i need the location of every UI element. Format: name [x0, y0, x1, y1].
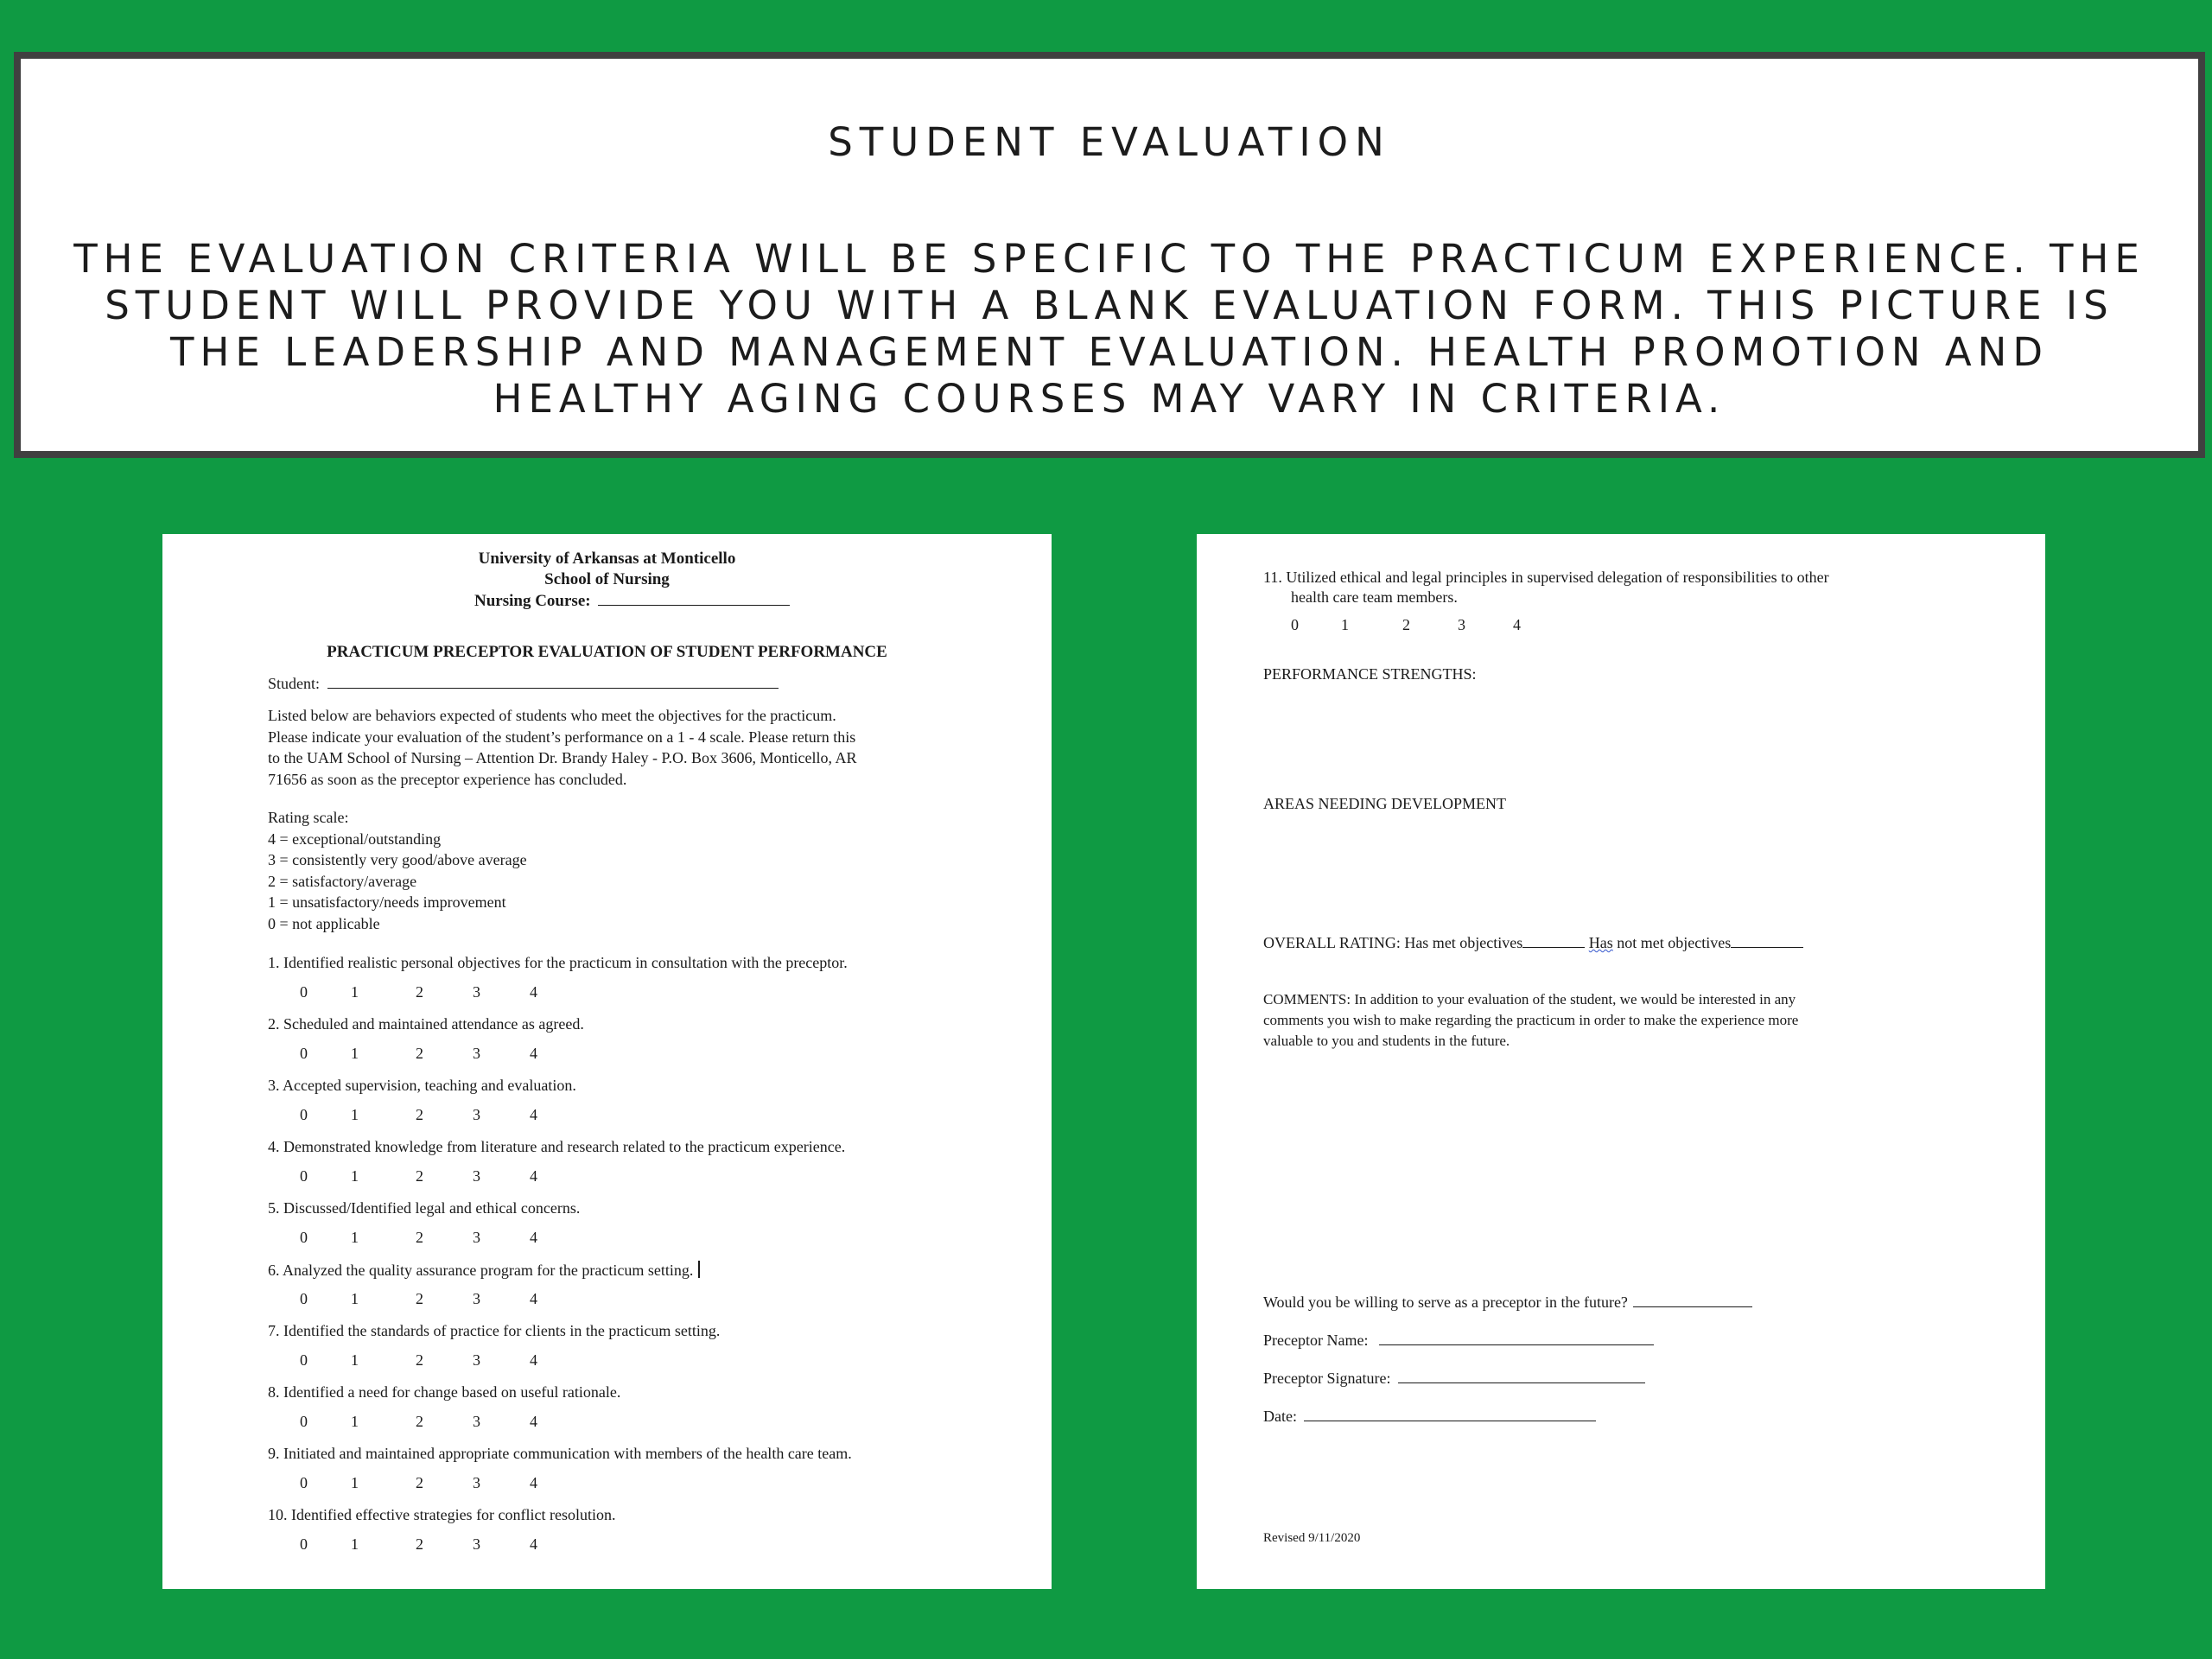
evaluation-form-page-2 [1197, 534, 2045, 1589]
student-blank [327, 674, 779, 689]
criterion-item [268, 1077, 576, 1095]
overall-rating [1263, 933, 1803, 952]
rating-score-option[interactable]: 1 [351, 1167, 359, 1185]
evaluation-form-page-1 [162, 534, 1052, 1589]
rating-score-option[interactable]: 0 [300, 1351, 308, 1369]
rating-score-option[interactable]: 2 [416, 1351, 423, 1369]
university-name: University of Arkansas at Monticello [478, 550, 736, 568]
rating-score-option[interactable]: 0 [300, 1229, 308, 1246]
date-label: Date: [1263, 1408, 1297, 1425]
preceptor-name-line [1263, 1331, 1654, 1350]
rating-score-option[interactable]: 1 [351, 1413, 359, 1430]
criterion-item [268, 954, 848, 972]
criterion-text: 3. Accepted supervision, teaching and evaluation. [268, 1077, 576, 1094]
rating-score-option[interactable]: 2 [416, 1535, 423, 1553]
rating-score-option[interactable]: 4 [530, 1045, 537, 1062]
rating-score-option[interactable]: 1 [351, 1474, 359, 1491]
preceptor-signature-label: Preceptor Signature: [1263, 1370, 1391, 1387]
title-box [14, 52, 2205, 458]
overall-rating-label: OVERALL RATING: Has met objectives [1263, 934, 1523, 951]
rating-score-option[interactable]: 4 [530, 1474, 537, 1491]
criterion-text: 4. Demonstrated knowledge from literature and research related to the practicum experience. [268, 1138, 846, 1155]
rating-score-option[interactable]: 3 [473, 1229, 480, 1246]
rating-score-option[interactable]: 3 [473, 1535, 480, 1553]
criterion-text: 1. Identified realistic personal objectives for the practicum in consultation with the preceptor. [268, 954, 848, 971]
school-name: School of Nursing [544, 570, 670, 588]
instructions-line: 71656 as soon as the preceptor experience has concluded. [268, 770, 627, 788]
preceptor-signature-line [1263, 1369, 1645, 1388]
student-line [268, 674, 779, 693]
date-line [1263, 1407, 1596, 1426]
future-preceptor-label: Would you be willing to serve as a preceptor in the future? [1263, 1294, 1628, 1311]
rating-score-option[interactable]: 4 [530, 1167, 537, 1185]
rating-score-option[interactable]: 2 [416, 1290, 423, 1307]
rating-scale [268, 807, 527, 934]
rating-score-option[interactable]: 4 [1513, 616, 1521, 633]
rating-score-option[interactable]: 1 [351, 1290, 359, 1307]
preceptor-name-label: Preceptor Name: [1263, 1332, 1369, 1349]
rating-score-option[interactable]: 0 [300, 1474, 308, 1491]
slide-title: STUDENT EVALUATION [828, 119, 1391, 165]
preceptor-signature-blank [1398, 1369, 1645, 1383]
rating-score-option[interactable]: 3 [473, 983, 480, 1001]
rating-score-option[interactable]: 4 [530, 983, 537, 1001]
criterion-11-line: health care team members. [1291, 588, 1458, 606]
rating-score-option[interactable]: 1 [351, 1535, 359, 1553]
rating-scale-item: 4 = exceptional/outstanding [268, 830, 442, 848]
criterion-text: 8. Identified a need for change based on useful rationale. [268, 1383, 621, 1401]
comments-line: comments you wish to make regarding the practicum in order to make the experience more [1263, 1012, 1799, 1028]
rating-score-option[interactable]: 2 [416, 1167, 423, 1185]
not-met-label: not met objectives [1612, 934, 1732, 951]
rating-score-option[interactable]: 4 [530, 1351, 537, 1369]
rating-score-option[interactable]: 3 [473, 1474, 480, 1491]
rating-score-option[interactable]: 0 [300, 1413, 308, 1430]
rating-score-option[interactable]: 0 [300, 1167, 308, 1185]
preceptor-name-blank [1379, 1331, 1654, 1345]
rating-score-option[interactable]: 0 [300, 1106, 308, 1123]
rating-score-option[interactable]: 1 [351, 1045, 359, 1062]
criterion-text: 10. Identified effective strategies for conflict resolution. [268, 1506, 616, 1523]
rating-score-option[interactable]: 2 [1402, 616, 1410, 633]
nursing-course-blank [598, 591, 790, 606]
rating-score-option[interactable]: 4 [530, 1229, 537, 1246]
rating-score-option[interactable]: 2 [416, 1413, 423, 1430]
rating-scale-item: 1 = unsatisfactory/needs improvement [268, 893, 506, 911]
rating-score-option[interactable]: 1 [351, 1351, 359, 1369]
rating-score-option[interactable]: 0 [300, 1535, 308, 1553]
criterion-text: 9. Initiated and maintained appropriate communication with members of the health care team. [268, 1445, 852, 1462]
rating-score-option[interactable]: 2 [416, 983, 423, 1001]
rating-score-option[interactable]: 1 [1341, 616, 1349, 633]
form-title: PRACTICUM PRECEPTOR EVALUATION OF STUDENT PERFORMANCE [327, 643, 887, 661]
criterion-item [268, 1138, 845, 1156]
rating-score-option[interactable]: 4 [530, 1413, 537, 1430]
rating-score-option[interactable]: 1 [351, 1229, 359, 1246]
rating-scale-item: 3 = consistently very good/above average [268, 851, 527, 868]
revised-date: Revised 9/11/2020 [1263, 1531, 1361, 1545]
criterion-text: 2. Scheduled and maintained attendance as agreed. [268, 1015, 584, 1033]
student-label: Student: [268, 675, 321, 692]
criterion-item [268, 1261, 700, 1280]
instructions [268, 705, 856, 790]
instructions-line: Please indicate your evaluation of the student’s performance on a 1 - 4 scale. Please return this [268, 728, 856, 746]
has-word: Has [1588, 934, 1613, 951]
rating-score-option[interactable]: 0 [300, 983, 308, 1001]
criterion-item [268, 1383, 620, 1402]
rating-score-option[interactable]: 2 [416, 1106, 423, 1123]
rating-scale-label: Rating scale: [268, 809, 349, 826]
instructions-line: to the UAM School of Nursing – Attention Dr. Brandy Haley - P.O. Box 3606, Monticello, AR [268, 749, 857, 766]
rating-score-option[interactable]: 0 [300, 1045, 308, 1062]
rating-score-option[interactable]: 2 [416, 1229, 423, 1246]
instructions-line: Listed below are behaviors expected of students who meet the objectives for the practicum. [268, 707, 836, 724]
rating-score-option[interactable]: 4 [530, 1106, 537, 1123]
rating-score-option[interactable]: 3 [473, 1290, 480, 1307]
has-met-blank [1522, 933, 1585, 948]
rating-score-option[interactable]: 3 [1458, 616, 1465, 633]
rating-score-option[interactable]: 3 [473, 1167, 480, 1185]
rating-score-option[interactable]: 4 [530, 1290, 537, 1307]
criterion-item [268, 1199, 580, 1217]
nursing-course-line [474, 591, 790, 611]
strengths-label: PERFORMANCE STRENGTHS: [1263, 665, 1477, 683]
criterion-text: 6. Analyzed the quality assurance program for the practicum setting. [268, 1262, 694, 1279]
rating-scale-item: 2 = satisfactory/average [268, 872, 417, 890]
rating-score-option[interactable]: 1 [351, 1106, 359, 1123]
comments-line: valuable to you and students in the future. [1263, 1033, 1510, 1049]
future-preceptor-blank [1633, 1293, 1752, 1307]
text-cursor [698, 1261, 700, 1278]
rating-scale-item: 0 = not applicable [268, 914, 380, 932]
criterion-item [268, 1506, 616, 1524]
not-met-blank [1731, 933, 1803, 948]
rating-score-option[interactable]: 0 [1291, 616, 1299, 633]
nursing-course-label: Nursing Course: [474, 592, 591, 610]
rating-score-option[interactable]: 2 [416, 1045, 423, 1062]
criterion-item [268, 1015, 584, 1033]
comments-line: COMMENTS: In addition to your evaluation of the student, we would be interested in any [1263, 991, 1796, 1007]
criterion-text: 5. Discussed/Identified legal and ethical concerns. [268, 1199, 581, 1217]
development-label: AREAS NEEDING DEVELOPMENT [1263, 795, 1506, 812]
criterion-text: 7. Identified the standards of practice for clients in the practicum setting. [268, 1322, 721, 1339]
rating-score-option[interactable]: 2 [416, 1474, 423, 1491]
rating-score-option[interactable]: 3 [473, 1413, 480, 1430]
rating-score-option[interactable]: 0 [300, 1290, 308, 1307]
slide-subtitle: THE EVALUATION CRITERIA WILL BE SPECIFIC TO THE PRACTICUM EXPERIENCE. THE STUDENT WILL PROVIDE YOU WITH A BLANK EVALUATION FORM. THIS PICTURE IS THE LEADERSHIP AND MANAGEMENT EVALUATION. HEALTH PROMOTION AND HEALTHY AGING COURSES MAY VARY IN CRITERIA. [73, 236, 2145, 422]
criterion-11 [1263, 567, 1829, 607]
rating-score-option[interactable]: 3 [473, 1351, 480, 1369]
criterion-item [268, 1445, 852, 1463]
rating-score-option[interactable]: 4 [530, 1535, 537, 1553]
comments [1263, 989, 1798, 1052]
rating-score-option[interactable]: 3 [473, 1106, 480, 1123]
criterion-item [268, 1322, 720, 1340]
future-preceptor-question [1263, 1293, 1752, 1312]
criterion-11-line: 11. Utilized ethical and legal principles in supervised delegation of responsibilities to other [1263, 569, 1829, 586]
rating-score-option[interactable]: 1 [351, 983, 359, 1001]
rating-score-option[interactable]: 3 [473, 1045, 480, 1062]
date-blank [1304, 1407, 1596, 1421]
